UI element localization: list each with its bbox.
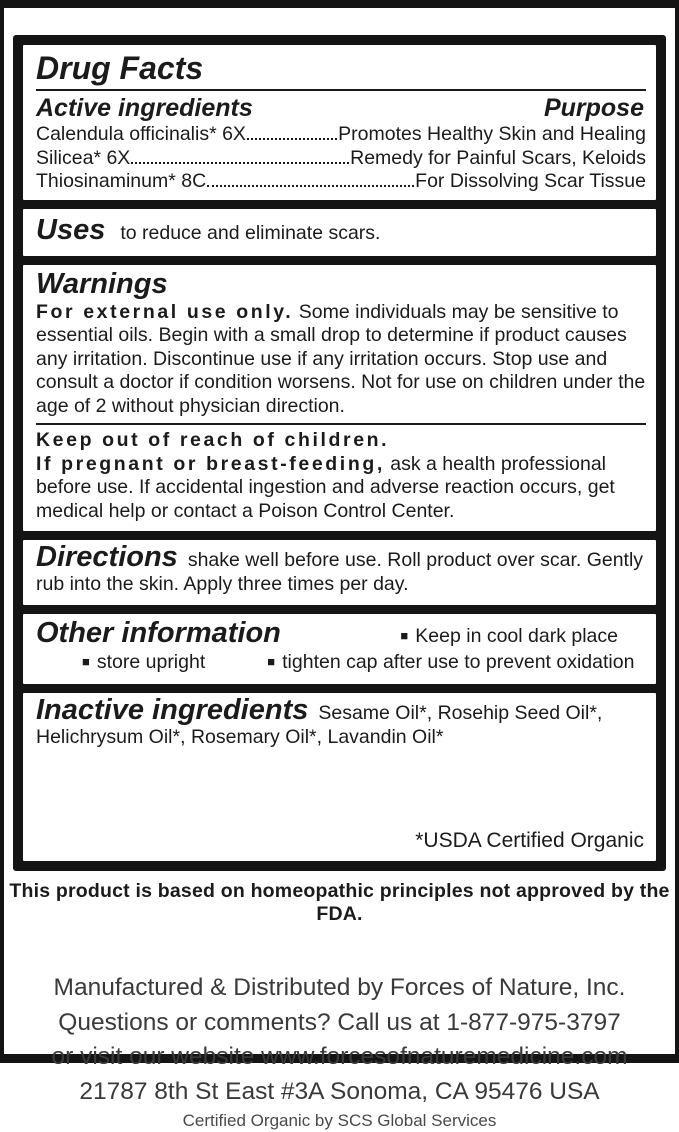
purpose-heading: Purpose <box>543 94 644 122</box>
panel-inactive-ingredients <box>23 693 656 861</box>
footer-website-line: or visit our website www.forcesofnaturemedicine.com <box>51 1043 628 1070</box>
other-information-heading: Other information <box>36 617 281 649</box>
ingredient-name: Thiosinaminum* 8C <box>36 170 207 192</box>
dotted-leader <box>131 162 349 164</box>
panel-warnings <box>23 265 656 532</box>
ingredient-name: Calendula officinalis* 6X <box>36 123 246 145</box>
ingredient-name: Silicea* 6X <box>36 146 131 169</box>
if-pregnant-bold: If pregnant or breast-feeding, <box>36 452 385 475</box>
footer-certified-line: Certified Organic by SCS Global Services <box>182 1111 497 1130</box>
footer-phone-line: Questions or comments? Call us at 1-877-975-3797 <box>58 1008 621 1036</box>
ingredient-purpose: Remedy for Painful Scars, Keloids <box>350 146 646 169</box>
bullet-text: tighten cap after use to prevent oxidation <box>282 651 635 673</box>
footer-manufacturer-line: Manufactured & Distributed by Forces of Nature, Inc. <box>53 974 626 1001</box>
directions-heading: Directions <box>36 541 178 573</box>
square-bullet-icon: ■ <box>400 628 409 643</box>
drug-facts-title: Drug Facts <box>36 50 204 86</box>
square-bullet-icon: ■ <box>267 654 276 669</box>
panel-active-ingredients <box>23 45 656 200</box>
uses-heading: Uses <box>36 213 106 246</box>
for-external-use-only: For external use only. <box>36 300 294 323</box>
keep-out-of-reach: Keep out of reach of children. <box>36 429 390 451</box>
warnings-heading: Warnings <box>36 267 168 300</box>
fda-disclaimer: This product is based on homeopathic principles not approved by the FDA. <box>9 880 670 925</box>
other-information-row2 <box>36 650 646 676</box>
manufacturer-footer <box>4 971 675 1132</box>
bullet-keep-cool <box>400 625 618 648</box>
panel-directions <box>23 540 656 605</box>
inactive-text: Sesame Oil*, Rosehip Seed Oil*, Helichrysum Oil*, Rosemary Oil*, Lavandin Oil* <box>36 702 603 748</box>
active-ingredients-heading: Active ingredients <box>36 94 253 122</box>
pregnant-paragraph <box>36 453 646 524</box>
external-use-text: Some individuals may be sensitive to essential oils. Begin with a small drop to determine if product causes any irritation. Discontinue use if any irritation occurs. Stop use and consult a doctor if condition worsens. Not for use on children under the age of 2 without physician direction. <box>36 300 646 417</box>
title-divider <box>36 89 646 91</box>
warnings-divider <box>36 423 646 425</box>
inactive-ingredients-heading: Inactive ingredients <box>36 694 309 726</box>
pregnant-text: ask a health professional before use. If accidental ingestion and adverse reaction occurs, get medical help or contact a Poison Control Center. <box>36 452 615 522</box>
usda-certified-note: *USDA Certified Organic <box>415 829 644 852</box>
panel-other-information <box>23 614 656 684</box>
dotted-leader <box>207 185 414 187</box>
footer-address-line: 21787 8th St East #3A Sonoma, CA 95476 USA <box>79 1077 600 1105</box>
bullet-text: store upright <box>96 651 206 673</box>
ingredient-row <box>36 170 646 194</box>
ingredient-purpose: Promotes Healthy Skin and Healing <box>338 123 646 145</box>
bullet-store-upright <box>82 650 205 676</box>
drug-facts-box <box>13 35 666 871</box>
active-ingredients-header <box>36 94 646 123</box>
panel-uses <box>23 209 656 256</box>
other-information-row1 <box>36 617 646 650</box>
bullet-text: Keep in cool dark place <box>415 625 618 647</box>
inactive-paragraph <box>36 694 646 749</box>
dotted-leader <box>247 138 337 140</box>
directions-text: shake well before use. Roll product over scar. Gently rub into the skin. Apply three times per day. <box>36 549 644 595</box>
bullet-tighten-cap <box>267 650 634 676</box>
ingredient-purpose: For Dissolving Scar Tissue <box>415 170 646 192</box>
ingredient-row <box>36 123 646 147</box>
ingredient-row <box>36 147 646 171</box>
warnings-external-paragraph <box>36 301 646 419</box>
directions-paragraph <box>36 541 646 596</box>
uses-text: to reduce and eliminate scars. <box>120 221 381 244</box>
square-bullet-icon: ■ <box>82 654 90 669</box>
